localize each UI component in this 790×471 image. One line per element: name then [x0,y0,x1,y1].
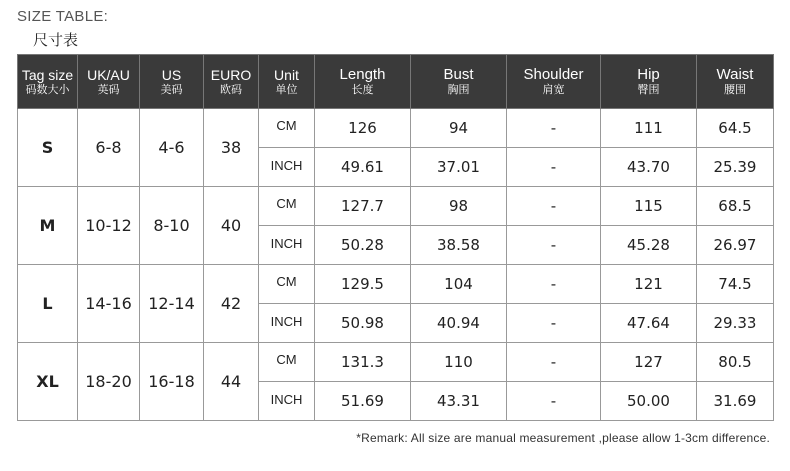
shoulder-cell: - [507,148,601,187]
uk-au-cell: 6-8 [78,109,140,187]
waist-cell: 31.69 [697,382,774,421]
header-unit: Unit 单位 [259,55,315,109]
shoulder-cell: - [507,304,601,343]
waist-cell: 64.5 [697,109,774,148]
hip-cell: 111 [601,109,697,148]
unit-cell: INCH [259,304,315,343]
shoulder-cell: - [507,265,601,304]
length-cell: 129.5 [315,265,411,304]
table-row [18,343,774,382]
tag-size-cell: S [18,109,78,187]
bust-cell: 38.58 [411,226,507,265]
hip-cell: 45.28 [601,226,697,265]
bust-cell: 110 [411,343,507,382]
euro-cell: 44 [204,343,259,421]
tag-size-cell: L [18,265,78,343]
header-uk-au: UK/AU 英码 [78,55,140,109]
uk-au-cell: 10-12 [78,187,140,265]
header-waist: Waist 腰围 [697,55,774,109]
us-cell: 16-18 [140,343,204,421]
header-us: US 美码 [140,55,204,109]
length-cell: 131.3 [315,343,411,382]
bust-cell: 94 [411,109,507,148]
header-hip: Hip 臀围 [601,55,697,109]
unit-cell: CM [259,109,315,148]
length-cell: 51.69 [315,382,411,421]
bust-cell: 104 [411,265,507,304]
bust-cell: 43.31 [411,382,507,421]
unit-cell: CM [259,187,315,226]
hip-cell: 127 [601,343,697,382]
shoulder-cell: - [507,382,601,421]
hip-cell: 47.64 [601,304,697,343]
waist-cell: 29.33 [697,304,774,343]
uk-au-cell: 18-20 [78,343,140,421]
length-cell: 50.28 [315,226,411,265]
bust-cell: 40.94 [411,304,507,343]
waist-cell: 26.97 [697,226,774,265]
waist-cell: 74.5 [697,265,774,304]
waist-cell: 80.5 [697,343,774,382]
shoulder-cell: - [507,226,601,265]
length-cell: 127.7 [315,187,411,226]
us-cell: 4-6 [140,109,204,187]
shoulder-cell: - [507,109,601,148]
table-row [18,109,774,148]
shoulder-cell: - [507,187,601,226]
header-tag-size: Tag size 码数大小 [18,55,78,109]
euro-cell: 38 [204,109,259,187]
table-row [18,265,774,304]
header-euro: EURO 欧码 [204,55,259,109]
unit-cell: INCH [259,226,315,265]
unit-cell: CM [259,343,315,382]
waist-cell: 25.39 [697,148,774,187]
bust-cell: 98 [411,187,507,226]
remark-note: *Remark: All size are manual measurement ,please allow 1-3cm difference. [356,431,770,445]
table-row [18,187,774,226]
bust-cell: 37.01 [411,148,507,187]
size-table-title-chinese: 尺寸表 [33,31,79,49]
us-cell: 8-10 [140,187,204,265]
tag-size-cell: M [18,187,78,265]
hip-cell: 50.00 [601,382,697,421]
tag-size-cell: XL [18,343,78,421]
hip-cell: 121 [601,265,697,304]
size-table [17,54,774,421]
size-table-title: SIZE TABLE: [17,8,109,25]
hip-cell: 115 [601,187,697,226]
header-bust: Bust 胸围 [411,55,507,109]
euro-cell: 40 [204,187,259,265]
uk-au-cell: 14-16 [78,265,140,343]
length-cell: 50.98 [315,304,411,343]
unit-cell: INCH [259,148,315,187]
euro-cell: 42 [204,265,259,343]
header-row [18,55,774,109]
length-cell: 49.61 [315,148,411,187]
hip-cell: 43.70 [601,148,697,187]
unit-cell: INCH [259,382,315,421]
waist-cell: 68.5 [697,187,774,226]
us-cell: 12-14 [140,265,204,343]
length-cell: 126 [315,109,411,148]
unit-cell: CM [259,265,315,304]
shoulder-cell: - [507,343,601,382]
header-length: Length 长度 [315,55,411,109]
header-shoulder: Shoulder 肩宽 [507,55,601,109]
